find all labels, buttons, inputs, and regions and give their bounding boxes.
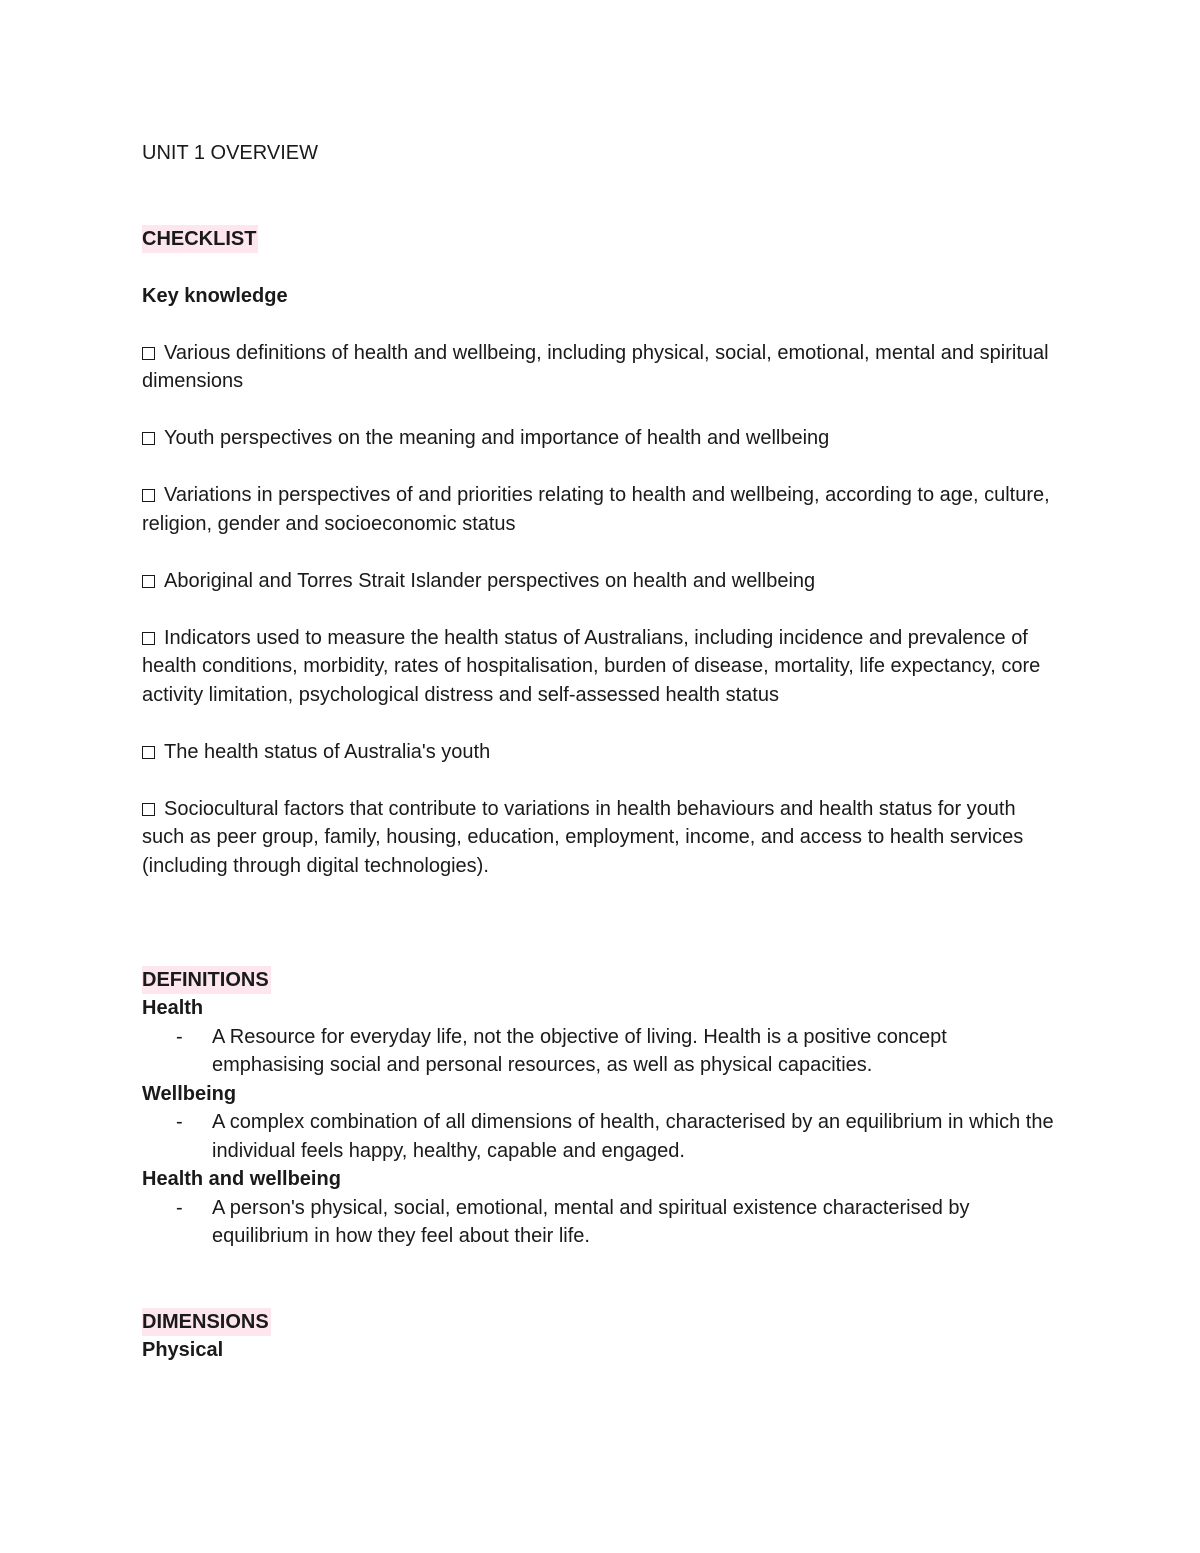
checkbox-icon	[142, 347, 155, 360]
definitions-heading: DEFINITIONS	[142, 966, 271, 995]
dimensions-section	[142, 1308, 1057, 1365]
checklist-heading: CHECKLIST	[142, 225, 258, 254]
checklist-item	[142, 481, 1057, 538]
document-page	[142, 139, 1057, 1365]
checklist-item-text: Variations in perspectives of and priorities relating to health and wellbeing, according to age, culture, religion, gender and socioeconomic status	[142, 484, 1050, 535]
checkbox-icon	[142, 432, 155, 445]
dimensions-heading: DIMENSIONS	[142, 1308, 271, 1337]
definition-list	[142, 1023, 1057, 1080]
definition-item	[142, 1108, 1057, 1165]
checklist-item-text: Indicators used to measure the health status of Australians, including incidence and prevalence of health conditions, morbidity, rates of hospitalisation, burden of disease, mortality, life expectancy, core activity limitation, psychological distress and self-assessed health status	[142, 626, 1041, 706]
checklist-item-text: The health status of Australia's youth	[164, 740, 491, 763]
checklist-item	[142, 738, 1057, 767]
key-knowledge-subheading: Key knowledge	[142, 284, 288, 307]
definitions-section	[142, 966, 1057, 1251]
checklist-item-text: Aboriginal and Torres Strait Islander perspectives on health and wellbeing	[164, 569, 816, 592]
dash-bullet: -	[176, 1111, 183, 1133]
checklist-item	[142, 624, 1057, 710]
checklist-item	[142, 567, 1057, 596]
dash-bullet: -	[176, 1025, 183, 1048]
definition-term: Wellbeing	[142, 1082, 237, 1105]
definition-text: A person's physical, social, emotional, mental and spiritual existence characterised by equilibrium in how they feel about their life.	[212, 1196, 970, 1247]
checklist-item-text: Youth perspectives on the meaning and importance of health and wellbeing	[164, 427, 830, 449]
dimension-subheading: Physical	[142, 1339, 224, 1361]
checkbox-icon	[142, 803, 155, 816]
dash-bullet: -	[176, 1196, 183, 1219]
checklist-item	[142, 424, 1057, 453]
checkbox-icon	[142, 575, 155, 588]
definition-item	[142, 1194, 1057, 1251]
definition-item	[142, 1023, 1057, 1080]
definition-term: Health	[142, 997, 204, 1019]
checkbox-icon	[142, 489, 155, 502]
definition-text: A Resource for everyday life, not the objective of living. Health is a positive concept emphasising social and personal resources, as well as physical capacities.	[212, 1025, 947, 1076]
checkbox-icon	[142, 746, 155, 759]
checklist-item	[142, 339, 1057, 396]
definition-text: A complex combination of all dimensions of health, characterised by an equilibrium in which the individual feels happy, healthy, capable and engaged.	[212, 1111, 1054, 1162]
page-title: UNIT 1 OVERVIEW	[142, 142, 318, 164]
definition-list	[142, 1108, 1057, 1165]
checklist-item-text: Sociocultural factors that contribute to variations in health behaviours and health status for youth such as peer group, family, housing, education, employment, income, and access to health services (including through digital technologies).	[142, 797, 1024, 877]
checklist-item	[142, 795, 1057, 881]
checklist-section	[142, 225, 1057, 881]
definition-term: Health and wellbeing	[142, 1168, 341, 1190]
checkbox-icon	[142, 632, 155, 645]
definition-list	[142, 1194, 1057, 1251]
checklist-item-text: Various definitions of health and wellbeing, including physical, social, emotional, mental and spiritual dimensions	[142, 341, 1049, 392]
checklist	[142, 339, 1057, 881]
